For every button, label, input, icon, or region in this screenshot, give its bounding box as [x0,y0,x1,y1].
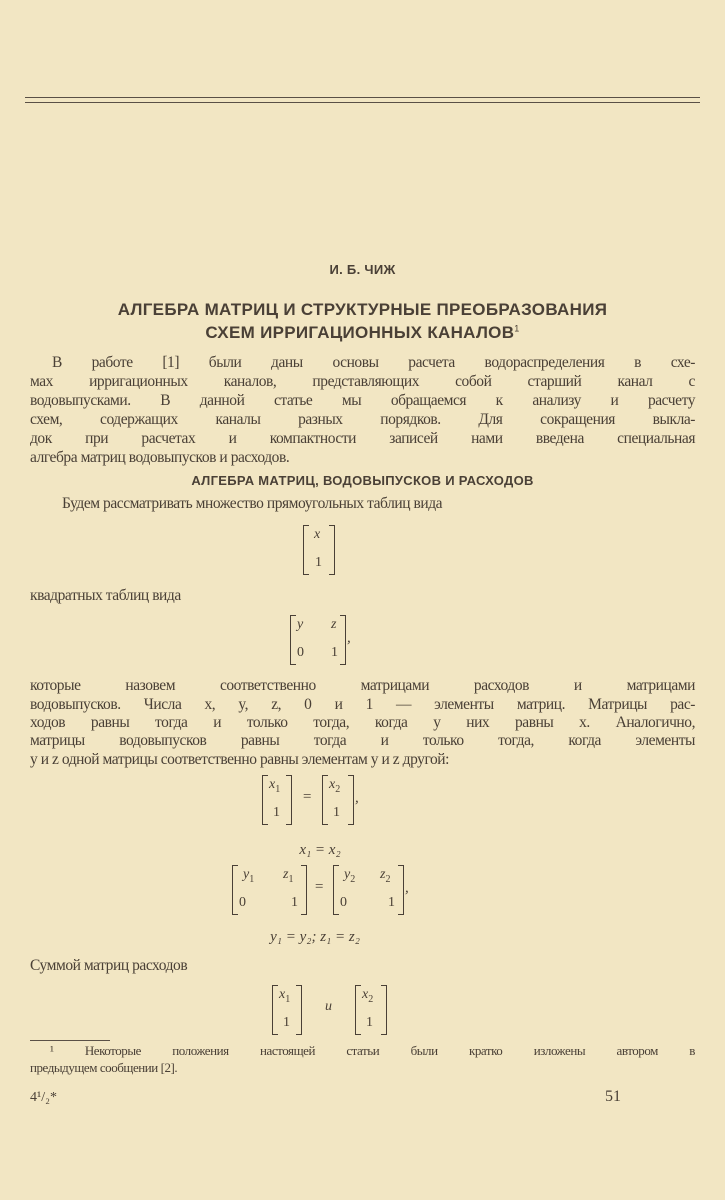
matrix-cell: 1 [291,895,298,910]
para2-line: которые назовем соответственно матрицами расходов и матрицами [30,677,695,694]
subscript: 1 [285,993,291,1005]
section-heading: АЛГЕБРА МАТРИЦ, ВОДОВЫПУСКОВ И РАСХОДОВ [191,473,534,488]
equals-sign: = [302,789,313,805]
matrix-cell: 1 [333,805,340,820]
subscript: 1 [275,783,281,795]
x-symbol: x [279,987,286,1002]
z-symbol: z [380,867,386,882]
equals-sign: = [314,879,325,895]
equation-yz: y₁ = y₂; z₁ = z₂ [270,929,360,945]
matrix-cell [269,777,280,795]
title-line-1: АЛГЕБРА МАТРИЦ И СТРУКТУРНЫЕ ПРЕОБРАЗОВАНИЯ [117,300,608,319]
footnote-line: ¹ Некоторые положения настоящей статьи были кратко изложены автором в [50,1043,695,1058]
matrix-yz1 [232,865,307,915]
title-line-2 [0,323,725,343]
intro-line: док при расчетах и компактности записей нами введена специальная [30,430,695,447]
matrix-cell [283,867,293,885]
subscript: 1 [288,873,294,885]
matrix-cell: z [331,617,337,632]
y-symbol: y [243,867,250,882]
matrix-x1 [262,775,292,825]
matrix-sum-x1 [272,985,302,1035]
matrix-cell: x [314,527,321,542]
header-rule-top [25,97,700,98]
intro-line: схем, содержащих каналы разных порядков. Для сокращения выкла- [30,411,695,428]
and-word: и [325,999,332,1014]
subscript: 2 [350,873,356,885]
matrix-cell: 1 [273,805,280,820]
header-rule-bottom [25,102,700,103]
matrix-cell [380,867,390,885]
page-number: 51 [605,1088,621,1105]
x-symbol: x [329,777,336,792]
sum-intro: Суммой матриц расходов [30,957,188,974]
rect-intro: Будем рассматривать множество прямоугольных таблиц вида [62,495,443,512]
title-footnote-mark: 1 [514,323,520,334]
intro-line: алгебра матриц водовыпусков и расходов. [30,449,290,466]
para2-line: y и z одной матрицы соответственно равны элементам y и z другой: [30,751,450,768]
matrix-sum-x2 [355,985,387,1035]
matrix-cell: y [297,617,304,632]
footnote-rule [30,1040,110,1041]
matrix-cell [243,867,254,885]
matrix-cell: 1 [331,645,338,660]
intro-line: мах ирригационных каналов, представляющих собой старший канал с [30,373,695,390]
square-intro: квадратных таблиц вида [30,587,181,604]
matrix-cell [362,987,373,1005]
subscript: 2 [385,873,391,885]
matrix-x2 [322,775,354,825]
matrix-cell: 0 [297,645,304,660]
intro-line: водовыпусками. В данной статье мы обращаемся к анализу и расчету [30,392,695,409]
matrix-cell: 1 [388,895,395,910]
matrix-cell: 1 [283,1015,290,1030]
z-symbol: z [283,867,289,882]
matrix-cell: 1 [315,555,322,570]
author: И. Б. ЧИЖ [329,262,396,277]
footnote-line: предыдущем сообщении [2]. [30,1060,178,1075]
subscript: 2 [335,783,341,795]
matrix-cell: 1 [366,1015,373,1030]
matrix-cell [279,987,290,1005]
matrix-rect [303,525,335,575]
matrix-square [290,615,346,665]
x-symbol: x [269,777,276,792]
comma: , [355,790,359,806]
para2-line: матрицы водовыпусков равны тогда и только тогда, когда элементы [30,732,695,749]
x-symbol: x [362,987,369,1002]
comma: , [405,880,409,896]
intro-line: В работе [1] были даны основы расчета водораспределения в схе- [52,354,695,371]
para2-line: водовыпусков. Числа x, y, z, 0 и 1 — элементы матриц. Матрицы рас- [30,696,695,713]
matrix-cell: 0 [340,895,347,910]
subscript: 1 [249,873,255,885]
y-symbol: y [344,867,351,882]
equation-x: x₁ = x₂ [299,842,341,858]
matrix-cell [344,867,355,885]
subscript: 2 [368,993,374,1005]
matrix-yz2 [333,865,404,915]
signature-mark: 4¹/₂* [30,1090,57,1105]
matrix-cell: 0 [239,895,246,910]
comma: , [347,630,351,646]
title-line-2-text: СХЕМ ИРРИГАЦИОННЫХ КАНАЛОВ [205,323,515,342]
para2-line: ходов равны тогда и только тогда, когда у них равны x. Аналогично, [30,714,695,731]
matrix-cell [329,777,340,795]
